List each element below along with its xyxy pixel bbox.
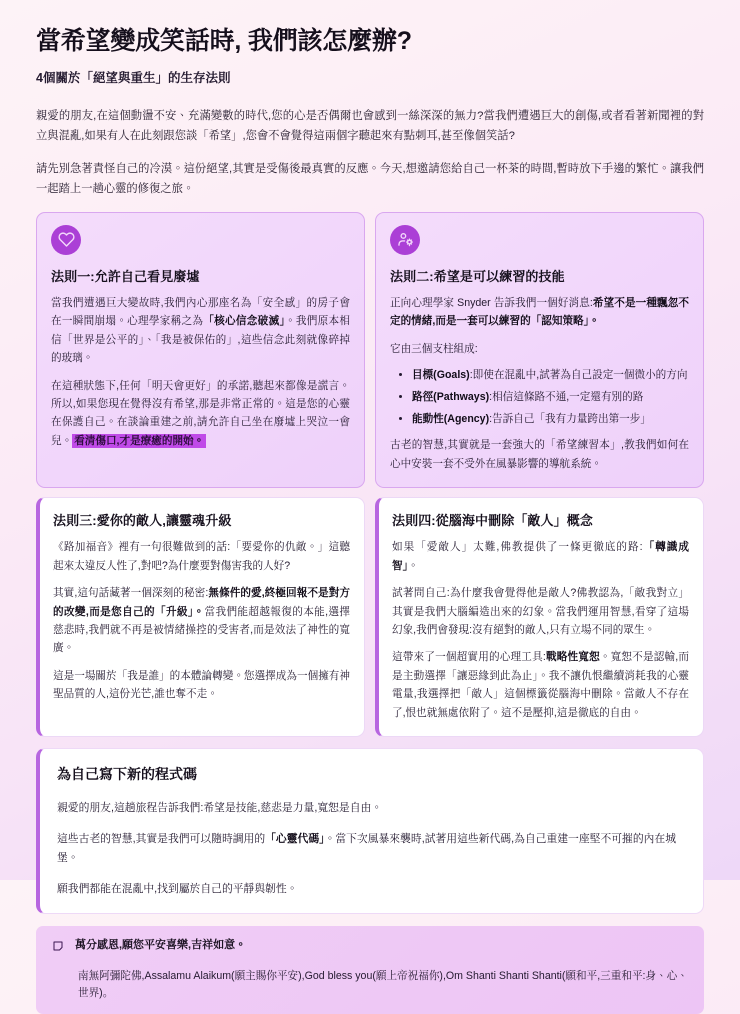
text-run: 當我們能超越報復的本能,選擇慈悲時,我們就不再是被情緒操控的受害者,而是效法了神性的寬廣。 xyxy=(53,605,350,655)
pillar-text: :告訴自己「我有力量跨出第一步」 xyxy=(489,413,651,426)
principle-card-3-title: 法則三:愛你的敵人,讓靈魂升級 xyxy=(53,513,232,529)
principle-card-3-paragraph-3: 這是一場關於「我是誰」的本體論轉變。您選擇成為一個擁有神聖品質的人,這份光芒,誰也奪不走。 xyxy=(53,669,350,701)
closing-paragraph-2 xyxy=(57,830,685,867)
text-run: 這些古老的智慧,其實是我們可以隨時調用的 xyxy=(57,833,266,846)
text-run: 當我們遭遇巨大變故時,我們內心那座名為「安全感」的房子會在一瞬間崩塌。心理學家稱之為 xyxy=(51,296,350,328)
principle-card-4-paragraph-3 xyxy=(392,648,689,722)
principle-card-2-title: 法則二:希望是可以練習的技能 xyxy=(390,268,565,284)
principle-card-4 xyxy=(375,497,704,737)
bold-run: 「核心信念破滅」 xyxy=(203,315,286,328)
principle-card-4-paragraph-2: 試著問自己:為什麼我會覺得他是敵人?佛教認為,「敵我對立」其實是我們大腦編造出來的幻象。當我們運用智慧,看穿了這場幻象,我們會發現:沒有絕對的敵人,只有立場不同的眾生。 xyxy=(392,587,689,636)
page-subtitle: 4個關於「絕望與重生」的生存法則 xyxy=(36,70,231,85)
pillar-text: :即使在混亂中,試著為自己設定一個微小的方向 xyxy=(469,369,688,382)
highlighted-text: 看清傷口,才是療癒的開始。 xyxy=(74,434,205,447)
principle-card-2-paragraph-1 xyxy=(390,294,689,331)
principle-card-2 xyxy=(375,212,704,488)
principle-card-4-paragraph-1 xyxy=(392,538,689,575)
text-run: 在這種狀態下,任何「明天會更好」的承諾,聽起來都像是謊言。所以,如果您現在覺得沒有希望,那是非常正常的。這是您的心靈在保護自己。在談論重建之前,請允許自己坐在廢墟上哭泣一會兒。 xyxy=(51,379,350,447)
list-item xyxy=(412,367,689,383)
intro-paragraph-1: 親愛的朋友,在這個動盪不安、充滿變數的時代,您的心是否偶爾也會感到一絲深深的無力?當我們遭遇巨大的創傷,或者看著新聞裡的對立與混亂,如果有人在此刻跟您談「希望」,您會不會覺得這兩個字聽起來有點刺耳,甚至像個笑話? xyxy=(36,109,704,142)
closing-panel xyxy=(36,748,704,914)
list-item xyxy=(412,411,689,427)
closing-paragraph-1: 親愛的朋友,這趟旅程告訴我們:希望是技能,慈悲是力量,寬恕是自由。 xyxy=(57,802,383,815)
bold-run: 「轉識成智」 xyxy=(392,541,689,572)
bold-run: 「心靈代碼」 xyxy=(265,833,325,846)
text-run: 。當下次風暴來襲時,試著用這些新代碼,為自己重建一座堅不可摧的內在城堡。 xyxy=(57,833,677,864)
principle-card-3 xyxy=(36,497,365,737)
text-run: 這帶來了一個超實用的心理工具: xyxy=(392,651,546,664)
pillars-list xyxy=(390,367,689,427)
principle-card-2-paragraph-3: 古老的智慧,其實就是一套強大的「希望練習本」,教我們如何在心中安裝一套不受外在風暴影響的導航系統。 xyxy=(390,439,689,470)
blessing-panel xyxy=(36,926,704,1014)
heart-icon xyxy=(51,225,81,255)
pillar-label: 路徑(Pathways) xyxy=(412,391,490,404)
text-run: 其實,這句話藏著一個深刻的秘密: xyxy=(53,587,209,600)
principles-grid xyxy=(36,212,704,737)
principle-card-1 xyxy=(36,212,365,488)
user-cog-icon xyxy=(390,225,420,255)
blessing-headline-row xyxy=(52,938,688,957)
principle-card-3-paragraph-1: 《路加福音》裡有一句很難做到的話:「要愛你的仇敵。」這聽起來太違反人性了,對吧?為什麼要對傷害我的人好? xyxy=(53,541,350,572)
closing-heading: 為自己寫下新的程式碼 xyxy=(57,766,197,783)
pillar-label: 目標(Goals) xyxy=(412,369,470,382)
list-item xyxy=(412,389,689,405)
note-icon xyxy=(52,939,64,957)
blessing-headline: 萬分感恩,願您平安喜樂,吉祥如意。 xyxy=(75,939,247,952)
bold-run: 無條件的愛,終極回報不是對方的改變,而是您自己的「升級」。 xyxy=(53,587,350,618)
closing-paragraph-3: 願我們都能在混亂中,找到屬於自己的平靜與韌性。 xyxy=(57,883,298,896)
principle-card-4-title: 法則四:從腦海中刪除「敵人」概念 xyxy=(392,513,593,529)
principle-card-3-paragraph-2 xyxy=(53,584,350,658)
blessing-body: 南無阿彌陀佛,Assalamu Alaikum(願主賜你平安),God bless you(願上帝祝福你),Om Shanti Shanti Shanti(願和平,三重和平:身、心、世界)。 xyxy=(78,970,688,999)
principle-card-2-paragraph-2: 它由三個支柱組成: xyxy=(390,342,478,355)
bold-run: 戰略性寬恕 xyxy=(545,651,600,664)
page-title: 當希望變成笑話時, 我們該怎麼辦? xyxy=(36,27,412,55)
text-run: 。我們原本相信「世界是公平的」、「我是被保佑的」,這些信念此刻就像碎掉的玻璃。 xyxy=(51,315,351,365)
text-run: 如果「愛敵人」太難,佛教提供了一條更徹底的路: xyxy=(392,541,643,554)
principle-card-1-paragraph-2 xyxy=(51,377,350,451)
pillar-text: :相信這條路不通,一定還有別的路 xyxy=(489,391,644,404)
text-run: 。 xyxy=(407,559,419,572)
pillar-label: 能動性(Agency) xyxy=(412,413,490,426)
text-run: 正向心理學家 Snyder 告訴我們一個好消息: xyxy=(390,296,593,309)
principle-card-1-paragraph-1 xyxy=(51,294,350,368)
principle-card-1-title: 法則一:允許自己看見廢墟 xyxy=(51,268,200,284)
intro-paragraph-2: 請先別急著責怪自己的冷漠。這份絕望,其實是受傷後最真實的反應。今天,想邀請您給自己一杯茶的時間,暫時放下手邊的繁忙。讓我們一起踏上一趟心靈的修復之旅。 xyxy=(36,162,704,195)
bold-run: 希望不是一種飄忽不定的情緒,而是一套可以練習的「認知策略」。 xyxy=(390,296,689,328)
text-run: 。寬恕不是認輸,而是主動選擇「讓惡緣到此為止」。我不讓仇恨繼續消耗我的心靈電量,我選擇把「敵人」這個標籤從腦海中刪除。當敵人不存在了,恨也就無處依附了。這不是壓抑,這是徹底的自由。 xyxy=(392,651,689,719)
